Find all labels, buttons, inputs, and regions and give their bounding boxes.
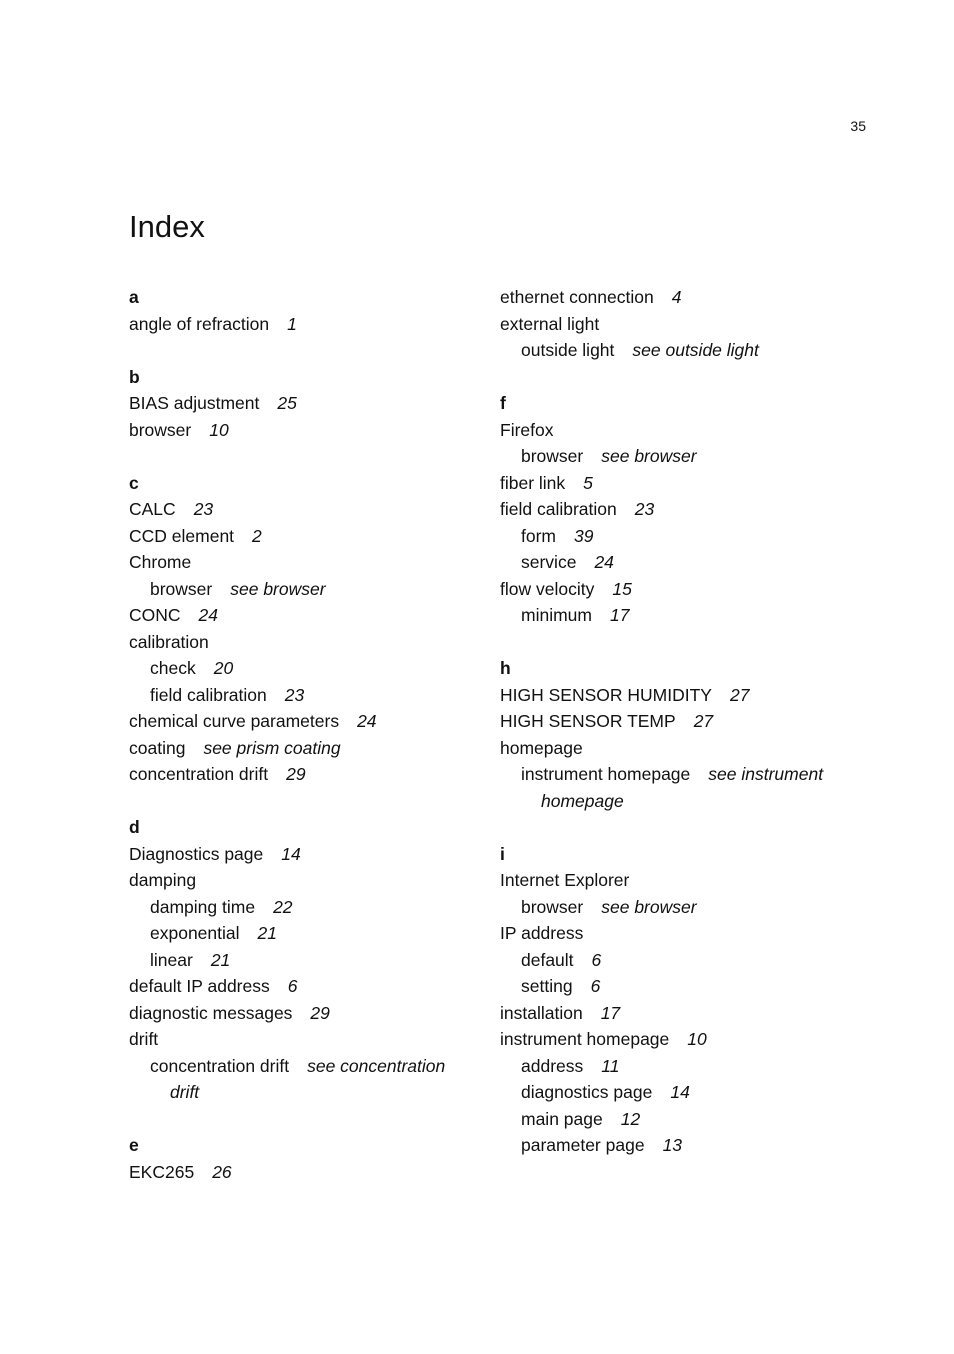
index-subentry — [129, 920, 469, 947]
index-term: instrument homepage — [521, 764, 691, 784]
index-term: chemical curve parameters — [129, 711, 340, 731]
index-entry — [500, 1000, 840, 1027]
index-page-reference: 27 — [693, 711, 714, 731]
index-entry — [129, 1000, 469, 1027]
index-subentry — [129, 655, 469, 682]
index-page-reference: 22 — [273, 896, 293, 917]
index-group-letter: h — [500, 658, 511, 678]
index-term: browser — [521, 896, 584, 917]
index-group — [129, 364, 469, 444]
index-page-reference: 25 — [277, 393, 297, 413]
index-page-reference: 1 — [287, 313, 297, 334]
index-term: address — [521, 1055, 584, 1076]
index-term: default — [521, 949, 574, 970]
index-page-reference: 23 — [284, 684, 305, 705]
index-term: installation — [500, 1002, 583, 1023]
index-page-reference: 24 — [357, 711, 377, 731]
index-page-reference: 17 — [609, 605, 630, 625]
index-term: outside light — [521, 340, 615, 360]
index-entry — [500, 735, 840, 762]
index-page-reference: 20 — [213, 658, 234, 678]
index-page-reference: 11 — [601, 1055, 620, 1076]
index-page-reference: 10 — [687, 1029, 707, 1049]
index-entry — [129, 390, 469, 417]
index-term: external light — [500, 313, 600, 334]
index-term: form — [521, 525, 556, 546]
index-subentry — [500, 602, 840, 629]
index-see-reference: see concentration drift — [170, 1055, 446, 1102]
index-term: drift — [129, 1029, 159, 1049]
index-group-letter: f — [500, 393, 506, 413]
index-term: field calibration — [150, 684, 267, 705]
index-page-reference: 14 — [281, 843, 301, 864]
index-term: CCD element — [129, 525, 235, 546]
index-group — [500, 390, 840, 629]
index-group — [500, 284, 840, 364]
index-term: homepage — [500, 737, 583, 758]
index-entry — [129, 496, 469, 523]
index-page-reference: 26 — [212, 1161, 232, 1182]
index-group-letter: a — [129, 287, 139, 307]
index-group — [500, 655, 840, 814]
index-page-reference: 24 — [594, 552, 614, 572]
index-term: angle of refraction — [129, 313, 270, 334]
index-subentry — [500, 1106, 840, 1133]
index-term: CONC — [129, 605, 181, 625]
index-subentry — [129, 947, 469, 974]
index-subentry — [500, 1053, 840, 1080]
index-page-reference: 23 — [634, 499, 655, 519]
index-entry — [500, 417, 840, 444]
index-see-reference: see browser — [601, 446, 697, 466]
index-term: service — [521, 552, 577, 572]
index-page-reference: 6 — [590, 976, 601, 996]
index-column-left — [129, 284, 469, 1185]
index-term: damping time — [150, 896, 256, 917]
index-term: Diagnostics page — [129, 843, 264, 864]
index-term: instrument homepage — [500, 1029, 670, 1049]
index-term: BIAS adjustment — [129, 393, 260, 413]
index-group — [129, 1132, 469, 1185]
index-page-reference: 14 — [670, 1082, 690, 1102]
index-entry — [129, 708, 469, 735]
index-entry — [129, 1159, 469, 1186]
index-entry — [500, 708, 840, 735]
index-entry — [500, 867, 840, 894]
index-entry — [500, 311, 840, 338]
index-subentry — [500, 947, 840, 974]
index-term: Firefox — [500, 419, 554, 440]
index-subentry — [500, 443, 840, 470]
index-page-reference: 4 — [671, 287, 682, 307]
index-entry — [129, 841, 469, 868]
index-entry — [500, 1026, 840, 1053]
index-group-letter: i — [500, 843, 505, 864]
index-subentry — [129, 1053, 469, 1106]
index-page-reference: 2 — [252, 525, 262, 546]
index-term: flow velocity — [500, 578, 595, 599]
index-entry — [500, 920, 840, 947]
index-page-reference: 39 — [574, 525, 594, 546]
index-see-reference: see instrument homepage — [541, 764, 824, 811]
index-term: parameter page — [521, 1135, 645, 1155]
index-term: browser — [150, 578, 213, 599]
index-group — [129, 470, 469, 788]
index-entry — [129, 629, 469, 656]
index-term: coating — [129, 737, 186, 758]
index-term: damping — [129, 870, 197, 890]
index-term: IP address — [500, 923, 584, 943]
index-term: default IP address — [129, 976, 270, 996]
index-page-reference: 29 — [310, 1002, 330, 1023]
index-term: main page — [521, 1108, 603, 1129]
index-term: browser — [129, 419, 192, 440]
index-subentry — [500, 1132, 840, 1159]
index-entry — [500, 496, 840, 523]
index-group — [129, 814, 469, 1106]
index-see-reference: see browser — [601, 896, 697, 917]
index-subentry — [500, 894, 840, 921]
index-entry — [129, 523, 469, 550]
page-number: 35 — [850, 118, 866, 134]
index-entry — [500, 284, 840, 311]
index-term: CALC — [129, 499, 176, 519]
index-page-reference: 6 — [591, 949, 602, 970]
index-term: minimum — [521, 605, 592, 625]
index-subentry — [500, 1079, 840, 1106]
page-title: Index — [129, 209, 205, 244]
index-entry — [500, 682, 840, 709]
index-subentry — [500, 973, 840, 1000]
index-subentry — [129, 682, 469, 709]
index-entry — [129, 311, 469, 338]
index-group-letter: c — [129, 472, 139, 493]
index-group-letter: e — [129, 1135, 139, 1155]
index-subentry — [500, 549, 840, 576]
index-term: exponential — [150, 923, 240, 943]
index-see-reference: see prism coating — [203, 737, 341, 758]
index-page-reference: 24 — [198, 605, 218, 625]
index-page-reference: 5 — [583, 472, 593, 493]
index-page-reference: 12 — [620, 1108, 641, 1129]
index-subentry — [129, 894, 469, 921]
index-term: diagnostic messages — [129, 1002, 293, 1023]
index-term: HIGH SENSOR HUMIDITY — [500, 684, 712, 705]
index-page-reference: 29 — [286, 764, 306, 784]
index-page-reference: 23 — [193, 499, 214, 519]
index-entry — [129, 735, 469, 762]
index-term: Internet Explorer — [500, 870, 630, 890]
index-term: concentration drift — [150, 1055, 290, 1076]
index-term: field calibration — [500, 499, 617, 519]
index-page-reference: 13 — [662, 1135, 683, 1155]
index-group-letter: d — [129, 817, 140, 837]
index-group — [500, 841, 840, 1159]
index-entry — [500, 576, 840, 603]
index-subentry — [129, 576, 469, 603]
index-subentry — [500, 523, 840, 550]
index-entry — [129, 867, 469, 894]
index-see-reference: see outside light — [632, 340, 759, 360]
index-term: setting — [521, 976, 573, 996]
index-page-reference: 6 — [287, 976, 298, 996]
index-term: concentration drift — [129, 764, 269, 784]
index-entry — [129, 602, 469, 629]
index-entry — [129, 549, 469, 576]
index-group-letter: b — [129, 366, 140, 387]
index-see-reference: see browser — [230, 578, 326, 599]
index-term: Chrome — [129, 552, 192, 572]
index-page-reference: 21 — [257, 923, 277, 943]
index-page-reference: 15 — [612, 578, 632, 599]
index-term: fiber link — [500, 472, 566, 493]
index-page-reference: 21 — [210, 949, 231, 970]
index-term: HIGH SENSOR TEMP — [500, 711, 676, 731]
index-entry — [129, 1026, 469, 1053]
index-page-reference: 10 — [209, 419, 229, 440]
index-term: calibration — [129, 631, 209, 652]
index-group — [129, 284, 469, 337]
index-term: linear — [150, 949, 193, 970]
index-entry — [129, 417, 469, 444]
index-entry — [500, 470, 840, 497]
index-page-reference: 17 — [600, 1002, 621, 1023]
index-term: browser — [521, 446, 584, 466]
index-term: diagnostics page — [521, 1082, 653, 1102]
index-entry — [129, 761, 469, 788]
index-subentry — [500, 337, 840, 364]
index-term: EKC265 — [129, 1161, 195, 1182]
index-page-reference: 27 — [729, 684, 750, 705]
index-term: check — [150, 658, 196, 678]
index-entry — [129, 973, 469, 1000]
index-column-right — [500, 284, 840, 1159]
index-term: ethernet connection — [500, 287, 654, 307]
index-subentry — [500, 761, 840, 814]
